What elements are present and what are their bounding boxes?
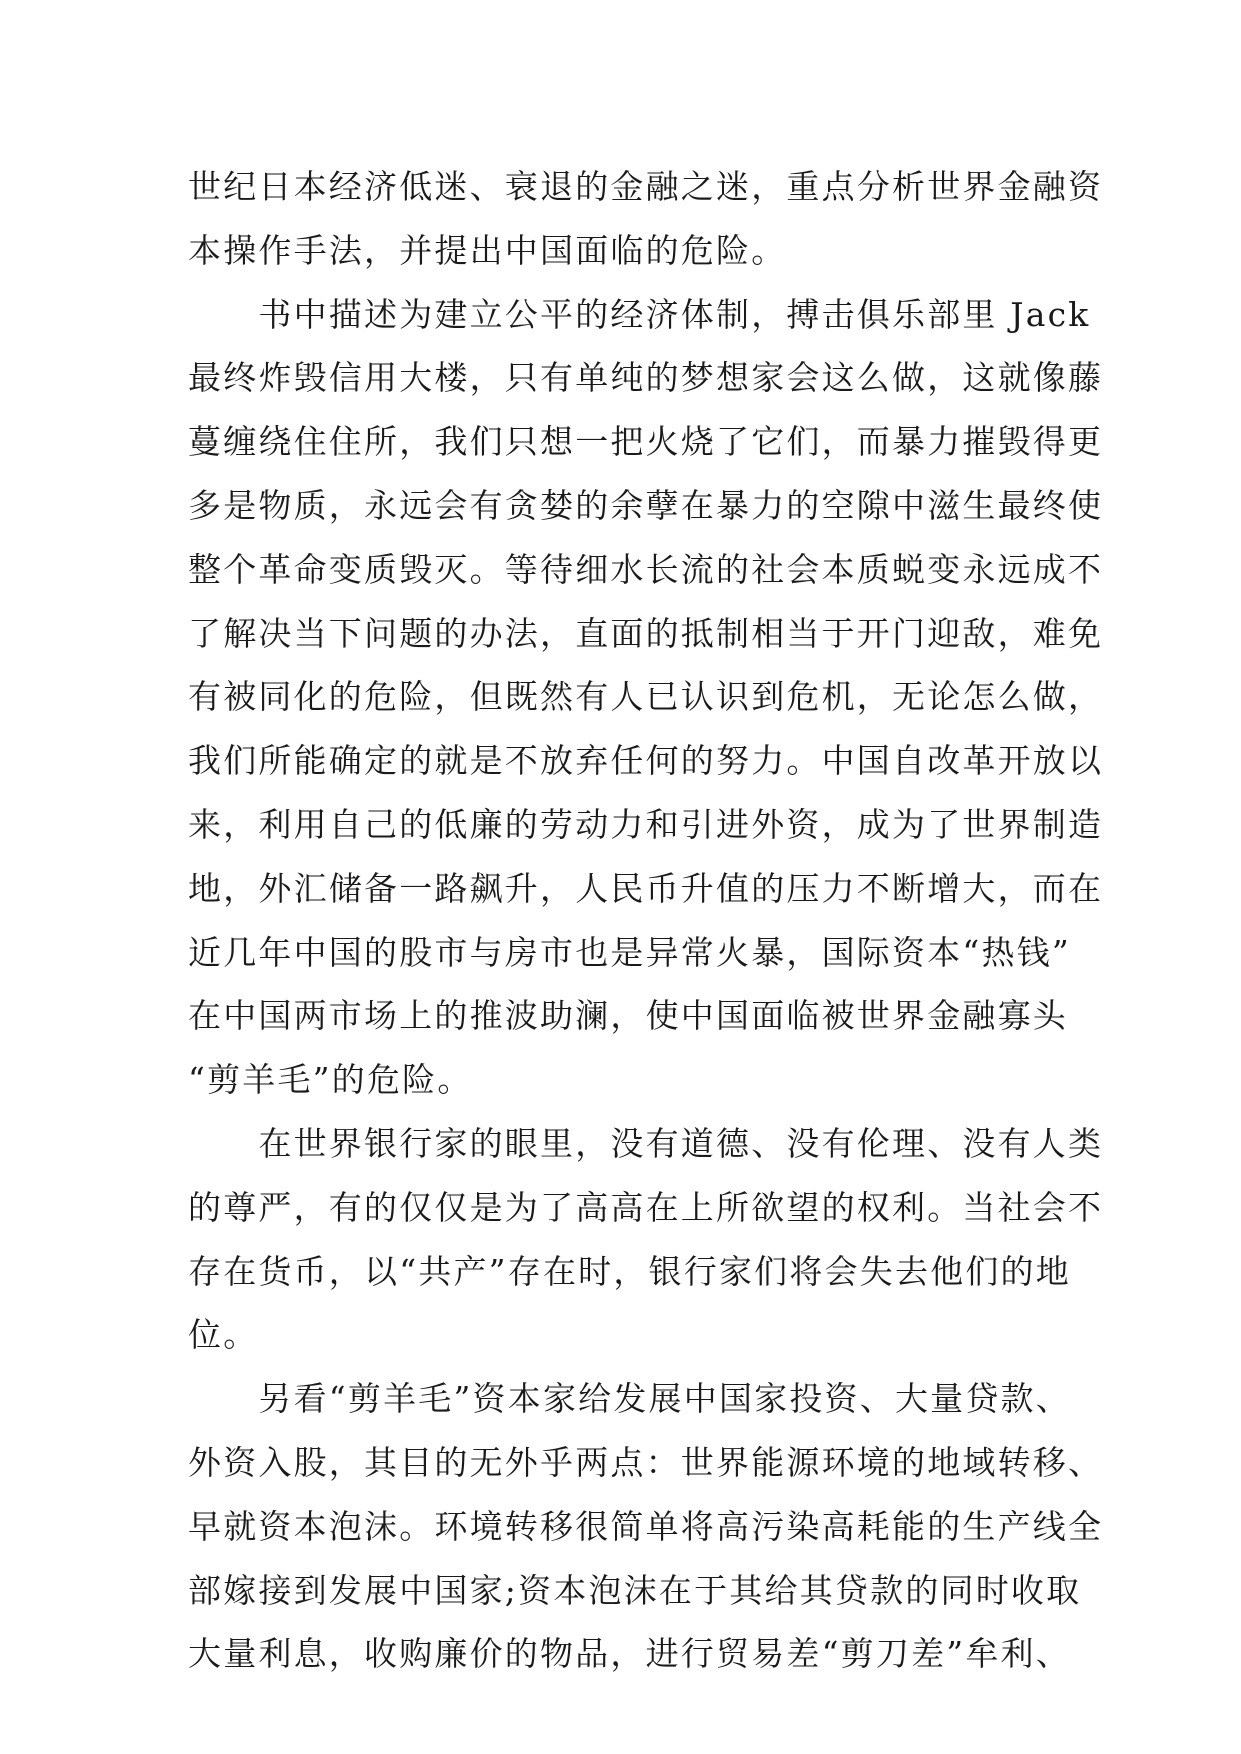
text-line: 我们所能确定的就是不放弃任何的努力。中国自改革开放以 xyxy=(188,741,1104,781)
text-line: 在世界银行家的眼里，没有道德、没有伦理、没有人类 xyxy=(188,1123,1104,1163)
text-line: 世纪日本经济低迷、衰退的金融之迷，重点分析世界金融资 xyxy=(188,167,1104,206)
text-line: 在中国两市场上的推波助澜，使中国面临被世界金融寡头 xyxy=(188,996,1068,1036)
text-line: 多是物质，永远会有贪婪的余孽在暴力的空隙中滋生最终使 xyxy=(188,485,1104,525)
text-line: 蔓缠绕住住所，我们只想一把火烧了它们，而暴力摧毁得更 xyxy=(188,422,1104,462)
text-line: 另看“剪羊毛”资本家给发展中国家投资、大量贷款、 xyxy=(188,1379,1071,1419)
paragraph-2 xyxy=(188,283,1104,1112)
text-line: 大量利息，收购廉价的物品，进行贸易差“剪刀差”牟利、 xyxy=(188,1634,1071,1674)
text-line: 地，外汇储备一路飙升，人民币升值的压力不断增大，而在 xyxy=(188,868,1104,908)
text-line: “剪羊毛”的危险。 xyxy=(188,1060,473,1100)
text-line: 书中描述为建立公平的经济体制，搏击俱乐部里 Jack xyxy=(188,294,1091,334)
paragraph-3 xyxy=(188,1112,1104,1367)
text-line: 的尊严，有的仅仅是为了高高在上所欲望的权利。当社会不 xyxy=(188,1187,1104,1227)
text-line: 近几年中国的股市与房市也是异常火暴，国际资本“热钱” xyxy=(188,932,1071,972)
text-line: 位。 xyxy=(188,1315,259,1355)
text-line: 外资入股，其目的无外乎两点：世界能源环境的地域转移、 xyxy=(188,1442,1104,1482)
paragraph-1 xyxy=(188,155,1104,283)
text-line: 最终炸毁信用大楼，只有单纯的梦想家会这么做，这就像藤 xyxy=(188,358,1104,398)
body-text xyxy=(188,155,1104,1686)
text-line: 早就资本泡沫。环境转移很简单将高污染高耗能的生产线全 xyxy=(188,1506,1104,1546)
text-line: 了解决当下问题的办法，直面的抵制相当于开门迎敌，难免 xyxy=(188,613,1104,653)
text-line: 部嫁接到发展中国家;资本泡沫在于其给其贷款的同时收取 xyxy=(188,1570,1082,1610)
text-line: 整个革命变质毁灭。等待细水长流的社会本质蜕变永远成不 xyxy=(188,549,1104,589)
text-line: 有被同化的危险，但既然有人已认识到危机，无论怎么做， xyxy=(188,677,1104,717)
text-line: 本操作手法，并提出中国面临的危险。 xyxy=(188,230,787,270)
text-line: 存在货币，以“共产”存在时，银行家们将会失去他们的地 xyxy=(188,1251,1071,1291)
text-line: 来，利用自己的低廉的劳动力和引进外资，成为了世界制造 xyxy=(188,804,1104,844)
paragraph-4 xyxy=(188,1367,1104,1686)
